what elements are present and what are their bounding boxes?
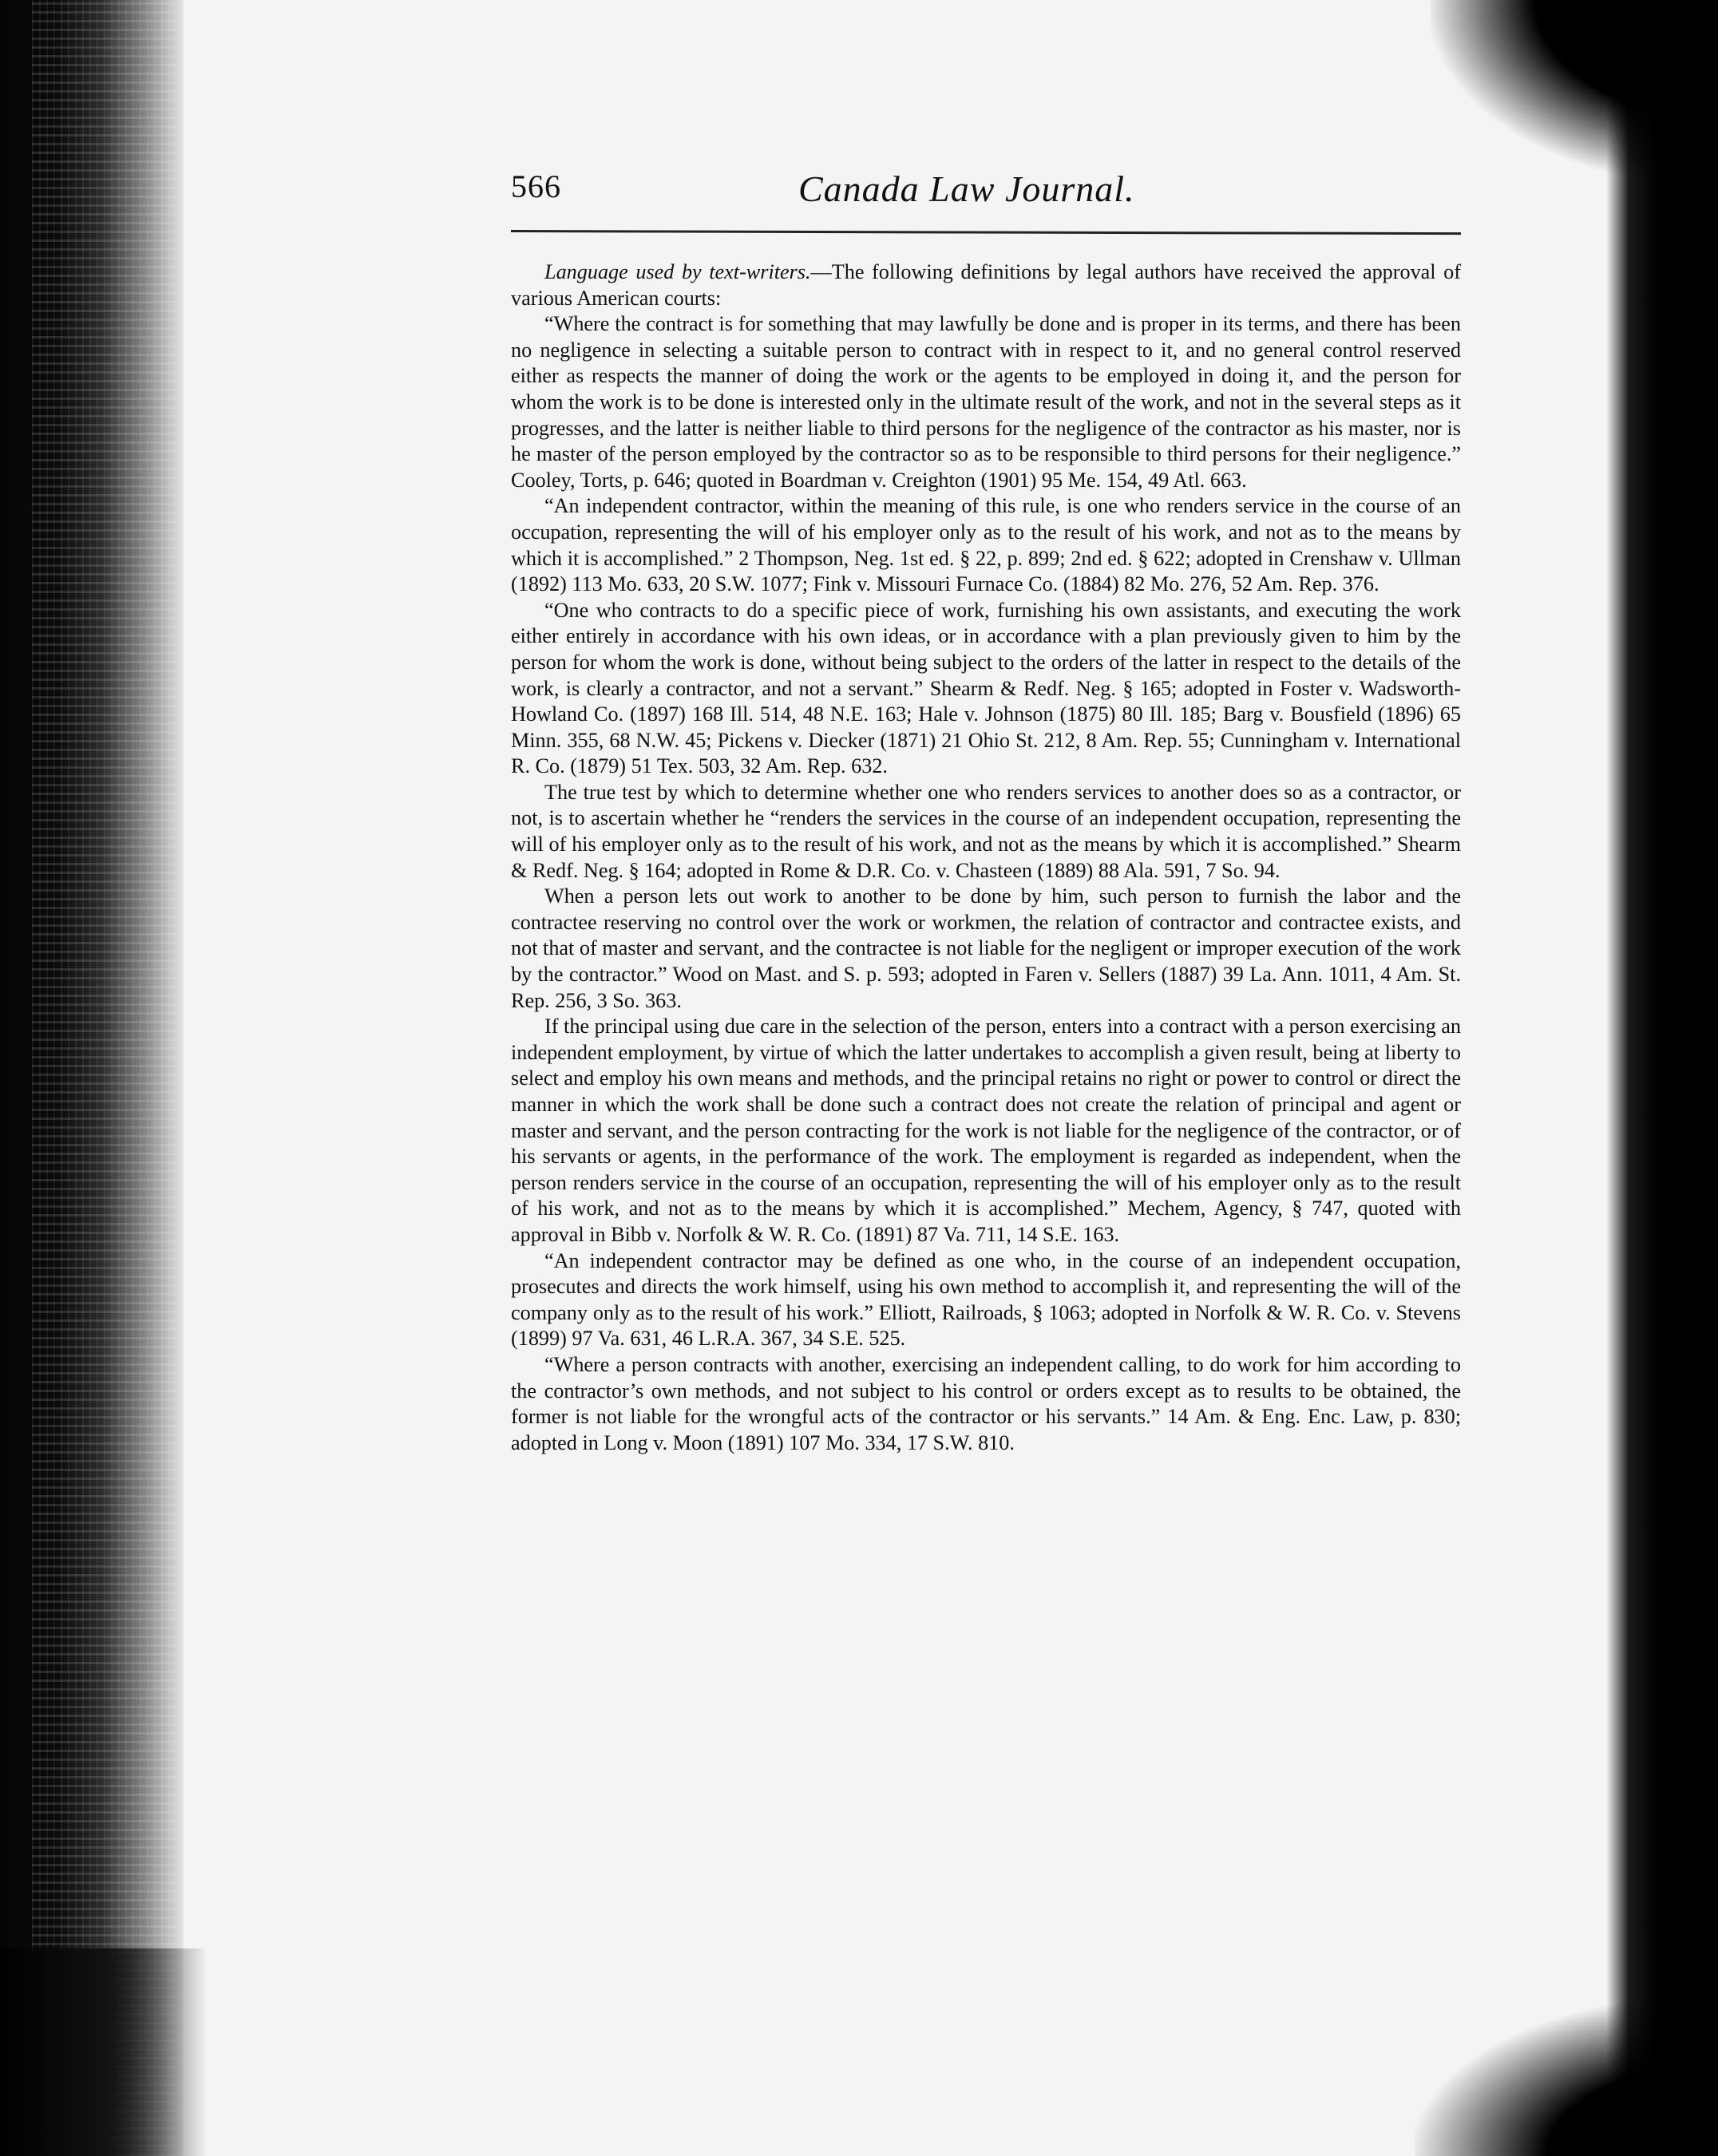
scan-corner-bottom-left — [0, 1948, 208, 2156]
scan-corner-bottom-right — [1415, 1996, 1718, 2156]
paragraph-4: The true test by which to determine whether one who renders services to another does so as a contractor, or not, is to ascertain whether he “renders the services in the course of an independent occupation, representing the will of his employer only as to the result of his work, and not as the means by which it is accomplished.” Shearm & Redf. Neg. § 164; adopted in Rome & D.R. Co. v. Chasteen (1889) 88 Ala. 591, 7 So. 94. — [511, 780, 1461, 882]
intro-paragraph — [511, 259, 1461, 311]
paragraph-3: “One who contracts to do a specific piece of work, furnishing his own assistants, and executing the work either entirely in accordance with his own ideas, or in accordance with a plan previously given to him by the person for whom the work is done, without being subject to the orders of the latter in respect to the details of the work, is clearly a contractor, and not a servant.” Shearm & Redf. Neg. § 165; adopted in Foster v. Wadsworth-Howland Co. (1897) 168 Ill. 514, 48 N.E. 163; Hale v. Johnson (1875) 80 Ill. 185; Barg v. Bousfield (1896) 65 Minn. 355, 68 N.W. 45; Pickens v. Diecker (1871) 21 Ohio St. 212, 8 Am. Rep. 55; Cunningham v. International R. Co. (1879) 51 Tex. 503, 32 Am. Rep. 632. — [511, 598, 1461, 778]
scan-margin-right — [1606, 0, 1718, 2156]
article-body — [511, 259, 1461, 1456]
journal-page — [511, 168, 1485, 1454]
scan-corner-top-right — [1431, 0, 1718, 184]
paragraph-7: “An independent contractor may be defined as one who, in the course of an independent occupation, prosecutes and directs the work himself, using his own method to accomplish it, and representing the will of the company only as to the result of his work.” Elliott, Railroads, § 1063; adopted in Norfolk & W. R. Co. v. Stevens (1899) 97 Va. 631, 46 L.R.A. 367, 34 S.E. 525. — [511, 1248, 1461, 1351]
running-head — [511, 168, 1485, 224]
paragraph-6: If the principal using due care in the selection of the person, enters into a contract with a person exercising an independent employment, by virtue of which the latter undertakes to accomplish a given result, being at liberty to select and employ his own means and methods, and the principal retains no right or power to control or direct the manner in which the work shall be done such a contract does not create the relation of principal and agent or master and servant, and the person contracting for the work is not liable for the negligence of the contractor, or of his servants or agents, in the performance of the work. The employment is regarded as independent, when the person renders service in the course of an occupation, representing the will of his employer only as to the result of his work, and not as to the means by which it is accomplished.” Mechem, Agency, § 747, quoted with approval in Bibb v. Norfolk & W. R. Co. (1891) 87 Va. 711, 14 S.E. 163. — [511, 1015, 1461, 1246]
journal-title: Canada Law Journal. — [798, 168, 1135, 209]
header-rule — [511, 230, 1461, 235]
page-number: 566 — [511, 168, 561, 204]
paragraph-1: “Where the contract is for something that may lawfully be done and is proper in its terms, and there has been no negligence in selecting a suitable person to contract with in respect to it, and no general control reserved either as respects the manner of doing the work or the agents to be employed in doing it, and the person for whom the work is to be done is interested only in the ultimate result of the work, and not in the several steps as it progresses, and the latter is neither liable to third persons for the negligence of the contractor as his master, nor is he master of the person employed by the contractor so as to be responsible to third persons for their negligence.” Cooley, Torts, p. 646; quoted in Boardman v. Creighton (1901) 95 Me. 154, 49 Atl. 663. — [511, 312, 1461, 492]
paragraph-8: “Where a person contracts with another, exercising an independent calling, to do work for him according to the contractor’s own methods, and not subject to his control or orders except as to results to be obtained, the former is not liable for the wrongful acts of the contractor or his servants.” 14 Am. & Eng. Enc. Law, p. 830; adopted in Long v. Moon (1891) 107 Mo. 334, 17 S.W. 810. — [511, 1352, 1461, 1454]
scan-noise-left — [32, 0, 176, 2156]
paragraph-5: When a person lets out work to another to be done by him, such person to furnish the labor and the contractee reserving no control over the work or workmen, the relation of contractor and contractee exists, and not that of master and servant, and the contractee is not liable for the negligent or improper execution of the work by the contractor.” Wood on Mast. and S. p. 593; adopted in Faren v. Sellers (1887) 39 La. Ann. 1011, 4 Am. St. Rep. 256, 3 So. 363. — [511, 884, 1461, 1012]
intro-text: —The following definitions by legal authors have received the approval of various American courts: — [511, 260, 1461, 310]
paragraph-2: “An independent contractor, within the meaning of this rule, is one who renders service in the course of an occupation, representing the will of his employer only as to the result of his work, and not as to the means by which it is accomplished.” 2 Thompson, Neg. 1st ed. § 22, p. 899; 2nd ed. § 622; adopted in Crenshaw v. Ullman (1892) 113 Mo. 633, 20 S.W. 1077; Fink v. Missouri Furnace Co. (1884) 82 Mo. 276, 52 Am. Rep. 376. — [511, 494, 1461, 596]
lead-heading: Language used by text-writers. — [544, 260, 811, 283]
